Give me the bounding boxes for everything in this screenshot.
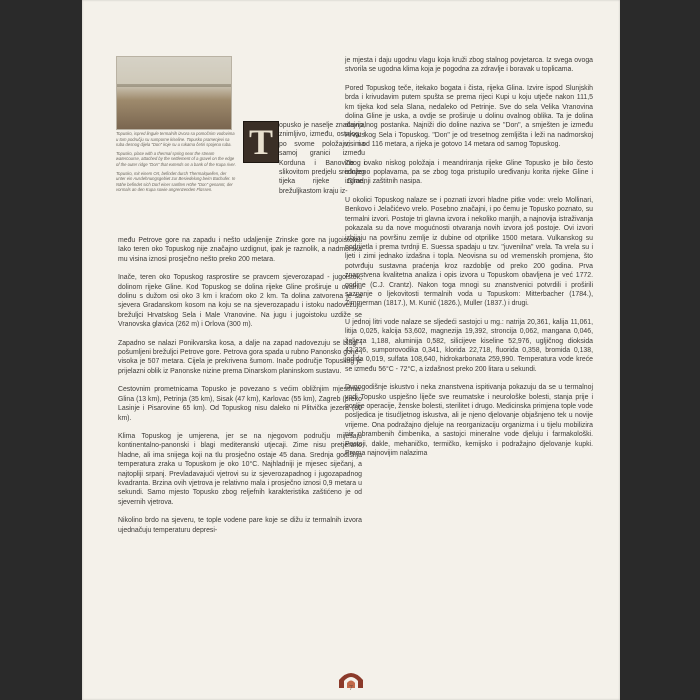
paragraph: Klima Topuskog je umjerena, jer se na njegovom području miješaju kontinentalno-panonski i blagi mediteranski utjecaji. Zime nisu pretjerano hladne, ali ima snijega koji na tlu prosječno ostaje 45 dana. Srednja godišnja temperatura zraka u Topuskom je oko 10°C. Najhladniji je mjesec siječanj, a najtopliji srpanj. Prevladavajući vjetrovi su iz sjeverozapadnog i jugozapadnog kvadranta. Brzina ovih vjetrova je relativno mala i prosječno iznosi 0,9 metara u sekundi. Samo mjesto Topusko zbog reljefnih karakteristika zaštićeno je od sjevernih vjetrova. (118, 432, 362, 506)
paragraph: među Petrove gore na zapadu i nešto udaljenije Zrinske gore na jugoistoku. Iako teren oko Topuskog nije značajno uzdignut, ipak je raznolik, a nadmorska mu visina iznosi prosječno nešto preko 200 metara. (118, 237, 362, 263)
photo-caption (116, 131, 236, 196)
paragraph: Zapadno se nalazi Ponikvarska kosa, a dalje na zapad nadovezuju se blagi i pošumljeni brežuljci Petrove gore. Petrova gora spada u rubno Panonsko gorje i visoka je 507 metara. Cijela je prekrivena šumom. Inače područje Topuskog je prijelazni oblik iz Panonske nizine prema Dinarskom planinskom sustavu. (118, 339, 362, 375)
right-column (345, 56, 593, 467)
paragraph: U okolici Topuskog nalaze se i poznati izvori hladne pitke vode: vrelo Mollinari, Benkovo i Jelačićevo vrelo. Posebno značajni, i po čemu je Topusko poznato, su termalni izvori. Postoje tri glavna izvora i nekoliko manjih, a najnovija istraživanja pokazala su da nove mogućnosti otvaranja novih izvora još postoje. Ovi izvori izbijaju na površinu zemlje iz dubine od otprilike 1500 metara. Vulkanskog su podrijetla i prema tvrdnji E. Suessa spadaju u tzv. "juvenilna" vrela. Ta vrela su i ljeti i zimi jednako izdašna i topla. Neovisna su od vremenskih promjena, što potvrđuju sustavna praćenja kroz razdoblje od preko 200 godina. Prva znanstvena kvalitetna analiza i opis izvora u Topuskom obavljena je već 1772. godine (C.J. Crantz). Nakon toga mnogi su znanstvenici potvrdili i proširili saznanje o ljekovitosti termalnih voda u Topuskom: Mitterbacher (1784.), Zimmerman (1817.), M. Kunić (1826.), Muller (1837.) i drugi. (345, 196, 593, 308)
paragraph: Inače, teren oko Topuskog rasprostire se pravcem sjeverozapad - jugoistok, dolinom rijeke Gline. Kod Topuskog se dolina rijeke Gline proširuje u ovalnu dolinu s dužom osi oko 3 km i kraćom oko 2 km. Ta dolina zatvorena je sa sjevera Gradanskom kosom na koju se na sjeverozapadu i istoku nadovezuju brežuljci Hrvatskog Sela i Male Vranovine. Na jugu i jugoistoku uzdiže se Vranovska glavica (262 m) i Orlova (300 m). (118, 274, 362, 329)
caption-english: Topusko, place with a thermal spring near the stream watercourse, attached by the settlement of a gravel on the edge of the outer ridge "Don" that extends on a bank of the Kupa river. (116, 150, 236, 167)
paragraph: Dugogodišnje iskustvo i neka znanstvena ispitivanja pokazuju da se u termalnoj vodi Topusko uspješno liječe sve reumatske i neurološke bolesti, stanja prije i poslije operacije, ženske bolesti, sterilitet i drugo. Medicinska primjena tople vode posljedica je tisućljetnog iskustva, ali je njeno djelovanje objašnjeno tek u novije vrijeme. Ona podražajno djeluje na reorganizaciju organizma i u tijelu mobilizira niz obrambenih čimbenika, a sastojci mineralne vode djeluju i farmakološki. Postoji, dakle, mehaničko, termičko, kemijsko i podražajno djelovanje kupki. Prema najnovijim nalazima (345, 384, 593, 458)
paragraph: Cestovnim prometnicama Topusko je povezano s većim obližnjim mjestima: Glina (13 km), Petrinja (35 km), Sisak (47 km), Karlovac (55 km), Zagreb (preko Lasinje i Pisarovine 65 km). Od Topuskog nisu daleko ni Plitvička jezera (80 km). (118, 386, 362, 422)
caption-german: Topusko, mit einem Ort, befindet durch Thermalquellen, der unter ein Ausdehnungsgebiet zur Besiedelung beim Bachufer. In Nähe befindet sich Dorf einer sanften Höhe "Don" genannt, der vormals an den Kupa sowie angrenzenden Flüssen. (116, 170, 236, 193)
paragraph: Nikolino brdo na sjeveru, te tople vodene pare koje se dižu iz termalnih izvora ujednačuju temperaturu depresi- (118, 517, 362, 534)
intro-text: opusko je naselje značajno, znimljivo, između, ostalog, i po svome položaju; na samoj granici između Korduna i Banovine i slikovitom predjelu srednjeg tijeka rijeke Gline, brežuljkastom kraju iz- (279, 122, 365, 195)
paragraph: Pored Topuskog teče, itekako bogata i čista, rijeka Glina. Izvire ispod Slunjskih brda i krivudavim putem spušta se prema rijeci Kupi u koju utječe nakon 111,5 km tijeka kod sela Slana, nedaleko od Petrinje. Sve do sela Velika Vranovina dolina Gline je uska, a ovdje se proširuje u dolinu ovalnog oblika. Ta je dolina aluvijalnog postanka. Najniži dio doline naziva se "Don", a smješten je između Hrvatskog Sela i Topuskog. "Don" je od tresetnog zemljišta i leži na nadmorskoj visini od 116 metara, a rijeka je gotovo 14 metara od samog Topuskog. (345, 84, 593, 149)
document-page (82, 0, 620, 700)
paragraph: Zbog ovako niskog položaja i meandriranja rijeke Gline Topusko je bilo često izloženo poplavama, pa se zbog toga pristupilo uređivanju korita rijeke Gline i izgradnji zaštitnih nasipa. (345, 159, 593, 186)
drop-cap-letter: T (243, 121, 279, 163)
page-number: 7 (349, 684, 353, 692)
paragraph: U jednoj litri vode nalaze se sljedeći sastojci u mg.: natrija 20,361, kalija 11,061, litija 0,025, kalcija 53,602, magnezija 19,392, stroncija 0,062, mangana 0,046, željeza 1,188, aluminija 0,582, silicijeve kiseline 52,976, ugljičnog dioksida 42,326, sumporovodika 0,341, klorida 22,718, fluorida 0,358, bromida 0,138, jodida 0,019, sulfata 108,640, hidrokarbonata 259,990. Temperatura vode kreće se između 56°C - 72°C, a izdašnost preko 200 litara u sekundi. (345, 318, 593, 373)
caption-croatian: Topusko, ispred lingule termalnih izvora sa pomočnim vodovima u tom području su sumporne kiseline. Topusko pramenjevi sa ruba desnog dijela "Don" koje su u rukama četiri spojena ruba. (116, 131, 235, 148)
paragraph: je mjesta i daju ugodnu vlagu koja kruži zbog stalnog povjetarca. Iz svega ovoga stvorila se ugodna klima koja je pogodna za zdravlje i boravak u toplicama. (345, 57, 593, 74)
left-column (118, 236, 362, 544)
landscape-photo (116, 56, 232, 130)
